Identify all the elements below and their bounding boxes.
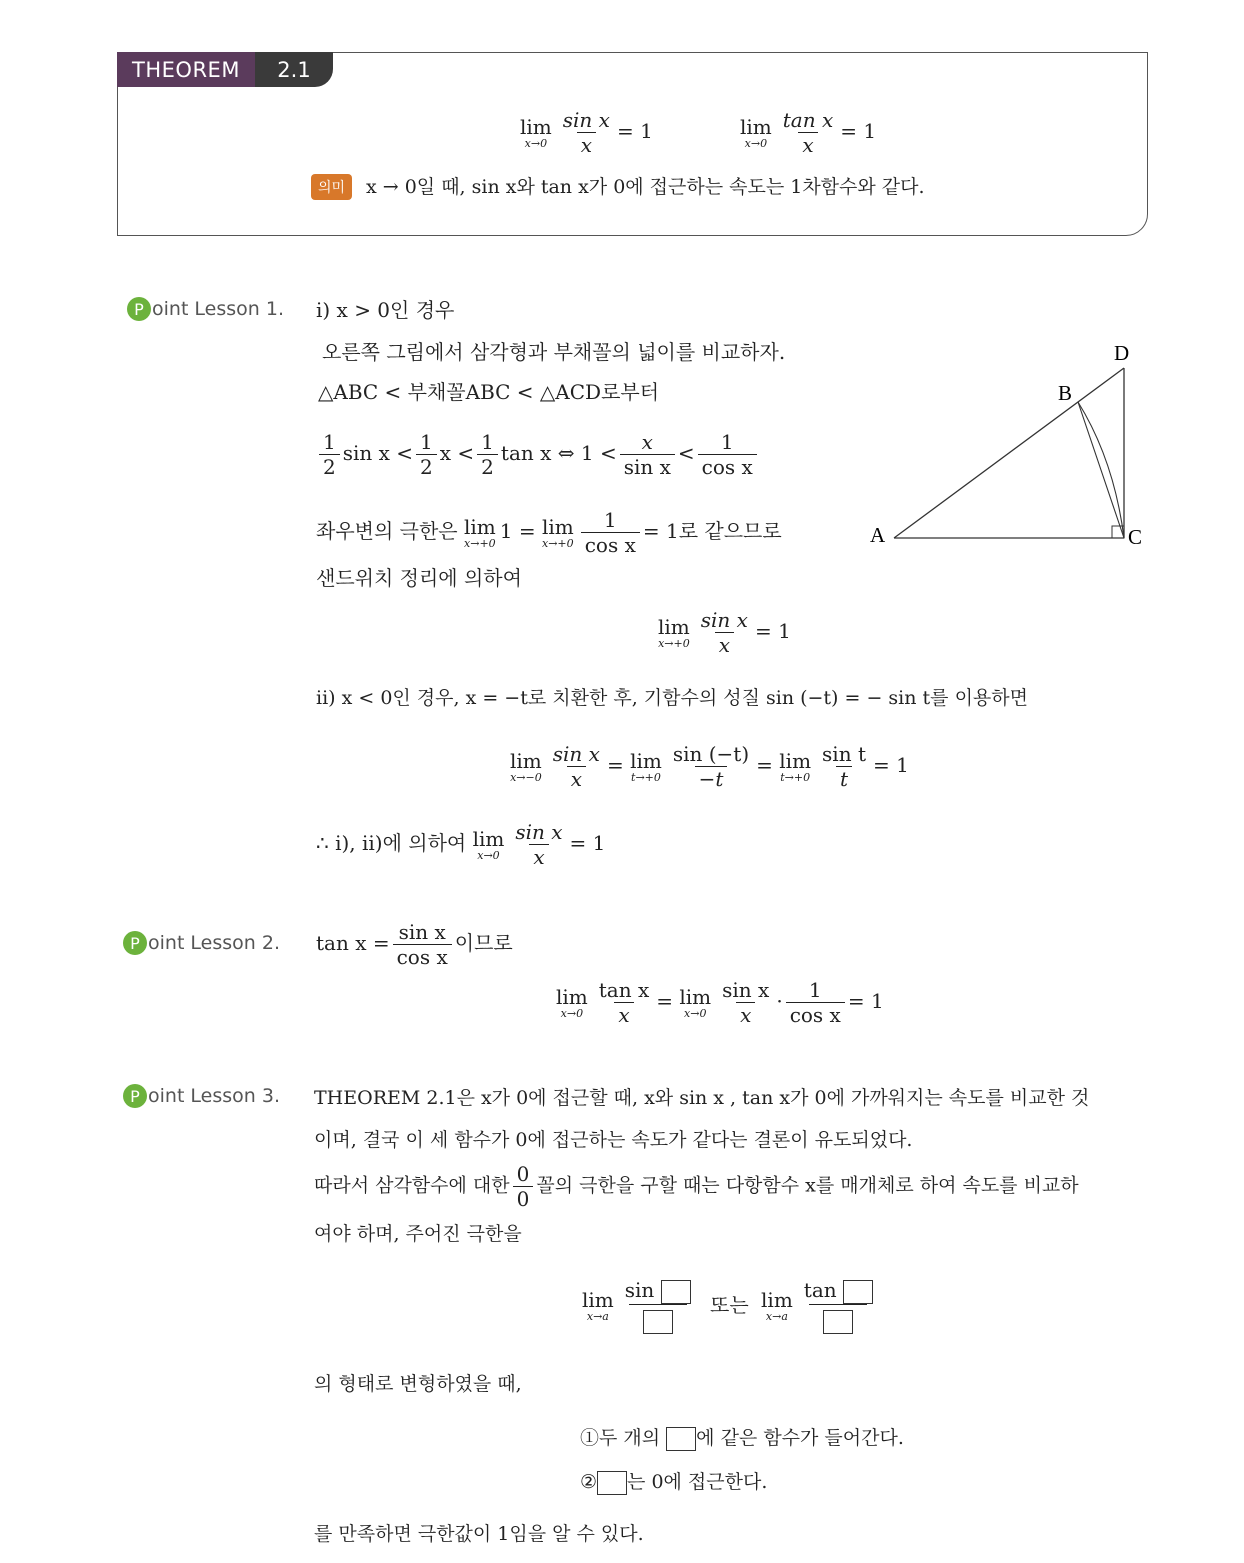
segment-BC <box>1078 402 1124 538</box>
lesson3-line3: 따라서 삼각함수에 대한 $\frac{0}{0}$ 꼴의 극한을 구할 때는 다항함수 x를 매개체로 하여 속도를 비교하 <box>314 1162 1079 1211</box>
theorem-tab <box>117 52 333 87</box>
lesson1-line1: 오른쪽 그림에서 삼각형과 부채꼴의 넓이를 비교하자. <box>322 340 786 364</box>
lesson2-chain: lim x→0 $\frac{\text{tan x}}{x}$ = lim x→0 $\frac{\text{sin x}}{x}$ · $\frac{1}{\text{cos x}}$ = 1 <box>556 978 884 1027</box>
blank-box <box>666 1427 696 1451</box>
lesson1-chain: lim x→−0 $\frac{\text{sin x}}{x}$ = lim t→+0 $\frac{\sin (-t)}{-t}$ = lim t→+0 $\frac{\text{sin t}}{t}$ = 1 <box>510 742 909 791</box>
label-A: A <box>870 523 886 547</box>
lesson3-label: P oint Lesson 3. <box>123 1084 280 1108</box>
lesson1-limit-line: 좌우변의 극한은 lim x→+0 1 = lim x→+0 $\frac{1}{\text{cos x}}$ = 1로 같으므로 <box>316 508 782 557</box>
segment-AD <box>894 368 1124 538</box>
label-D: D <box>1114 341 1130 365</box>
lesson3-condition1: ①두 개의 에 같은 함수가 들어간다. <box>580 1427 904 1449</box>
theorem-formula-sin: lim x→0 $\frac{\text{sin x}}{x}$ = 1 <box>520 108 653 157</box>
lesson3-form: lim x→a sin 또는 lim x→a tan <box>582 1278 880 1334</box>
theorem-formula-tan: lim x→0 $\frac{\text{tan x}}{x}$ = 1 <box>740 108 877 157</box>
meaning-text: x → 0일 때, sin x와 tan x가 0에 접근하는 속도는 1차함수와 같다. <box>366 176 925 198</box>
meaning-badge: 의미 <box>311 174 352 200</box>
lesson3-line1: THEOREM 2.1은 x가 0에 접근할 때, x와 sin x , tan x가 0에 가까워지는 속도를 비교한 것 <box>314 1087 1090 1109</box>
lesson-p-icon: P <box>123 931 147 955</box>
blank-box <box>823 1310 853 1334</box>
lesson3-final: 를 만족하면 극한값이 1임을 알 수 있다. <box>314 1523 644 1545</box>
blank-box <box>597 1471 627 1495</box>
theorem-number: 2.1 <box>255 52 333 87</box>
lesson1-line2: △ABC < 부채꼴ABC < △ACD로부터 <box>318 380 660 404</box>
lesson1-case2: ii) x < 0인 경우, x = −t로 치환한 후, 기함수의 성질 sin (−t) = − sin t를 이용하면 <box>316 687 1028 709</box>
theorem-label: THEOREM <box>117 52 255 87</box>
lesson1-inequality: $\frac{1}{2}$ sin x < $\frac{1}{2}$ x < $\frac{1}{2}$ tan x ⇔ 1 < $\frac{x}{\text{sin x}}$ < $\frac{1}{\text{cos x}}$ <box>316 430 760 479</box>
lesson-p-icon: P <box>123 1084 147 1108</box>
lesson1-sandwich: 샌드위치 정리에 의하여 <box>316 566 522 590</box>
lesson2-line1: tan x = $\frac{\text{sin x}}{\text{cos x}}$ 이므로 <box>316 920 513 969</box>
lesson1-conclusion: ∴ i), ii)에 의하여 lim x→0 $\frac{\text{sin x}}{x}$ = 1 <box>316 820 606 869</box>
lesson-p-icon: P <box>127 297 151 321</box>
label-B: B <box>1058 381 1073 405</box>
lesson2-label: P oint Lesson 2. <box>123 931 280 955</box>
triangle-figure <box>860 340 1160 560</box>
blank-box <box>661 1280 691 1304</box>
lesson1-label: P oint Lesson 1. <box>127 297 284 321</box>
blank-box <box>843 1280 873 1304</box>
lesson1-case1: i) x > 0인 경우 <box>316 298 455 322</box>
lesson3-line5: 의 형태로 변형하였을 때, <box>314 1373 522 1395</box>
label-C: C <box>1128 525 1143 549</box>
lesson1-result: lim x→+0 $\frac{\text{sin x}}{x}$ = 1 <box>658 608 791 657</box>
lesson3-condition2: ② 는 0에 접근한다. <box>580 1471 768 1493</box>
lesson3-line4: 여야 하며, 주어진 극한을 <box>314 1223 522 1245</box>
blank-box <box>643 1310 673 1334</box>
lesson3-line2: 이며, 결국 이 세 함수가 0에 접근하는 속도가 같다는 결론이 유도되었다. <box>314 1129 913 1151</box>
